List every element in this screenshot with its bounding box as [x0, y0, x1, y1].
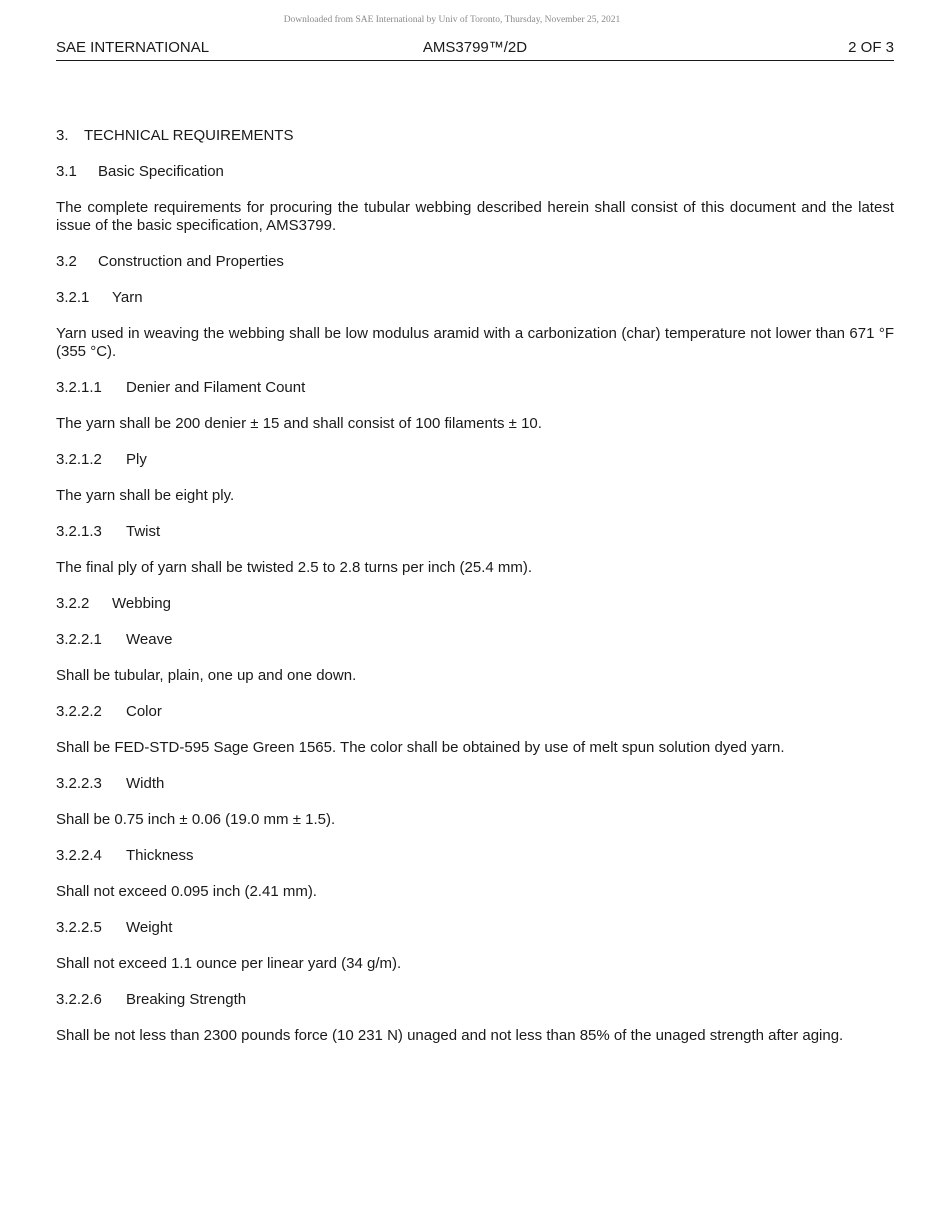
section-number: 3.2.2.1 — [56, 631, 102, 648]
section-number: 3.2 — [56, 253, 77, 270]
paragraph-3-2-1: Yarn used in weaving the webbing shall be low modulus aramid with a carbonization (char) temperature not lower than 671 °F (355 °C). — [56, 325, 894, 360]
document-body — [56, 127, 894, 1063]
section-heading-3-2-2-4 — [56, 847, 894, 865]
section-heading-3-2-1 — [56, 289, 894, 307]
section-heading-3-2-2-3 — [56, 775, 894, 793]
section-heading-3-2-2-6 — [56, 991, 894, 1009]
section-title: Color — [126, 703, 162, 720]
section-title: Basic Specification — [98, 163, 224, 180]
section-heading-3-1 — [56, 163, 894, 181]
section-title: Breaking Strength — [126, 991, 247, 1008]
section-number: 3.2.2.6 — [56, 991, 102, 1008]
section-number: 3.2.2.2 — [56, 703, 102, 720]
paragraph-3-2-2-3: Shall be 0.75 inch ± 0.06 (19.0 mm ± 1.5). — [56, 811, 336, 828]
running-header — [56, 38, 894, 61]
section-title: Width — [126, 775, 165, 792]
section-title: Weave — [126, 631, 173, 648]
paragraph-3-2-2-6: Shall be not less than 2300 pounds force (10 231 N) unaged and not less than 85% of the unaged strength after aging. — [56, 1027, 844, 1044]
section-number: 3.1 — [56, 163, 77, 180]
section-heading-3-2-2 — [56, 595, 894, 613]
section-number: 3.2.2.5 — [56, 919, 102, 936]
section-number: 3.2.2.4 — [56, 847, 102, 864]
section-title: Construction and Properties — [98, 253, 284, 270]
section-heading-3-2-1-3 — [56, 523, 894, 541]
section-heading-3-2-2-2 — [56, 703, 894, 721]
paragraph-3-2-2-2: Shall be FED-STD-595 Sage Green 1565. The color shall be obtained by use of melt spun solution dyed yarn. — [56, 739, 785, 756]
section-number: 3.2.1.2 — [56, 451, 102, 468]
section-number: 3.2.2.3 — [56, 775, 102, 792]
section-title: Weight — [126, 919, 173, 936]
section-title: TECHNICAL REQUIREMENTS — [84, 127, 294, 144]
document-number: AMS3799™/2D — [422, 39, 528, 56]
download-watermark: Downloaded from SAE International by Univ of Toronto, Thursday, November 25, 2021 — [283, 15, 621, 25]
section-title: Ply — [126, 451, 147, 468]
paragraph-3-2-2-4: Shall not exceed 0.095 inch (2.41 mm). — [56, 883, 317, 900]
paragraph-3-1: The complete requirements for procuring the tubular webbing described herein shall consist of this document and the latest issue of the basic specification, AMS3799. — [56, 199, 894, 234]
section-heading-3 — [56, 127, 894, 145]
section-title: Twist — [126, 523, 161, 540]
paragraph-3-2-1-3: The final ply of yarn shall be twisted 2.5 to 2.8 turns per inch (25.4 mm). — [56, 559, 533, 576]
section-heading-3-2-2-1 — [56, 631, 894, 649]
section-number: 3.2.1 — [56, 289, 90, 306]
publisher-name: SAE INTERNATIONAL — [56, 39, 210, 56]
paragraph-3-2-1-1: The yarn shall be 200 denier ± 15 and shall consist of 100 filaments ± 10. — [56, 415, 542, 432]
section-heading-3-2 — [56, 253, 894, 271]
section-number: 3.2.1.3 — [56, 523, 102, 540]
section-heading-3-2-1-2 — [56, 451, 894, 469]
section-number: 3.2.1.1 — [56, 379, 102, 396]
section-heading-3-2-1-1 — [56, 379, 894, 397]
section-title: Thickness — [126, 847, 194, 864]
section-number: 3. — [56, 127, 69, 144]
section-title: Webbing — [112, 595, 171, 612]
paragraph-3-2-2-1: Shall be tubular, plain, one up and one down. — [56, 667, 357, 684]
section-title: Yarn — [112, 289, 143, 306]
page-number: 2 OF 3 — [848, 39, 894, 56]
paragraph-3-2-1-2: The yarn shall be eight ply. — [56, 487, 235, 504]
section-title: Denier and Filament Count — [126, 379, 306, 396]
section-heading-3-2-2-5 — [56, 919, 894, 937]
section-number: 3.2.2 — [56, 595, 90, 612]
paragraph-3-2-2-5: Shall not exceed 1.1 ounce per linear yard (34 g/m). — [56, 955, 402, 972]
